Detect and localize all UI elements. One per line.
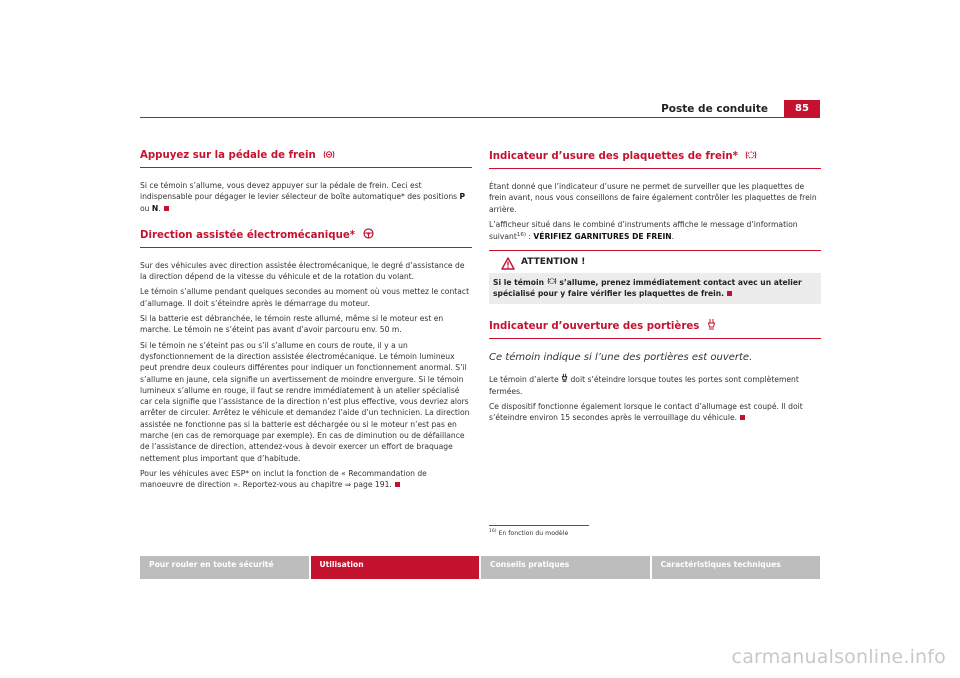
section-doors xyxy=(489,318,821,423)
brake-pedal-heading xyxy=(140,150,472,168)
steering-paragraph-3: Si la batterie est débranchée, le témoin reste allumé, même si le moteur est en marche. Le témoin ne s’éteint pas avant d’avoir parcouru env. 50 m. xyxy=(140,314,444,335)
page-title: Poste de conduite xyxy=(661,103,768,115)
brake-pad-icon xyxy=(547,278,557,287)
doors-title: Indicateur d’ouverture des portières xyxy=(489,321,700,333)
steering-paragraph-4: Si le témoin ne s’éteint pas ou s’il s’allume en cours de route, il y a un dysfonctionnement de la direction assistée électromécanique. Le témoin lumineux peut prendre deux couleurs différentes pour indiquer un fonctionnement anormal. S’il s’allume en jaune, cela signifie un avertissement de moindre envergure. Si le témoin lumineux s’allume en rouge, il faut se rendre immédiatement à un atelier spécialisé car cela signifie que l’assistance de la direction n’est plus effective, vous devriez alors arrêter de circuler. Arrêtez le véhicule et demandez l’aide d’un technicien. La direction assistée ne fonctionne pas si la batterie est déchargée ou si le moteur n’est pas en marche (en cas de remorquage par exemple). En cas de diminution ou de défaillance de l’assistance de direction, attendez-vous à devoir exercer un effort de braquage nettement plus important que d’habitude. xyxy=(140,340,470,463)
header-rule xyxy=(140,117,820,118)
watermark: carmanualsonline.info xyxy=(731,646,946,668)
steering-paragraph-2: Le témoin s’allume pendant quelques secondes au moment où vous mettez le contact d’allumage. Il doit s’éteindre après le démarrage du moteur. xyxy=(140,287,470,308)
doors-paragraph-1: Le témoin d’alerte doit s’éteindre lorsque toutes les portes sont complètement fermées. xyxy=(489,375,799,396)
display-message: VÉRIFIEZ GARNITURES DE FREIN xyxy=(533,232,672,242)
doors-lead: Ce témoin indique si l’une des portières est ouverte. xyxy=(489,352,753,364)
steering-title: Direction assistée électromécanique* xyxy=(140,229,356,241)
warning-triangle-icon xyxy=(501,255,515,274)
open-door-icon xyxy=(707,318,716,333)
footnote: $^{16)}$ En fonction du modèle xyxy=(489,529,569,537)
page-header xyxy=(140,100,820,118)
brake-pads-paragraph-1: Étant donné que l’indicateur d’usure ne permet de surveiller que les plaquettes de frein avant, nous vous conseillons de faire également contrôler les plaquettes de frein arrière. xyxy=(489,182,817,214)
section-brake-pads xyxy=(489,150,821,304)
steering-paragraph-5 xyxy=(140,468,472,491)
page-number: 85 xyxy=(784,100,820,117)
right-column xyxy=(489,150,821,438)
brake-pedal-icon xyxy=(323,150,335,162)
attention-title: ATTENTION ! xyxy=(521,257,586,268)
end-mark xyxy=(164,206,169,211)
attention-header xyxy=(489,251,821,273)
footnote-rule xyxy=(489,525,589,526)
brake-pedal-title: Appuyez sur la pédale de frein xyxy=(140,150,316,161)
end-mark xyxy=(727,291,732,296)
end-mark xyxy=(395,482,400,487)
brake-pads-paragraph-2: L’afficheur situé dans le combiné d’instruments affiche le message d’information suivant$^{16)}$ : VÉRIFIEZ GARNITURES DE FREIN. xyxy=(489,219,798,242)
attention-text: Si le témoin s’allume, prenez immédiatement contact avec un atelier spécialisé pour y faire vérifier les plaquettes de frein. xyxy=(493,278,802,299)
steering-paragraph-1: Sur des véhicules avec direction assistée électromécanique, le degré d’assistance de la direction dépend de la vitesse du véhicule et de la rotation du volant. xyxy=(140,260,465,282)
nav-tab-utilisation[interactable]: Utilisation xyxy=(311,556,480,579)
brake-pads-title: Indicateur d’usure des plaquettes de frein* xyxy=(489,151,738,162)
steering-heading xyxy=(140,228,472,248)
end-mark xyxy=(740,415,745,420)
nav-tab-safety[interactable]: Pour rouler en toute sécurité xyxy=(140,556,309,579)
brake-pad-icon xyxy=(745,150,757,163)
left-column xyxy=(140,150,472,505)
section-steering xyxy=(140,228,472,491)
section-brake-pedal xyxy=(140,150,472,214)
brake-pedal-text: Si ce témoin s’allume, vous devez appuyer sur la pédale de frein. Ceci est indispensable pour dégager le levier sélecteur de boîte automatique* des positions P ou N. xyxy=(140,181,466,213)
steering-wheel-icon xyxy=(363,228,374,242)
doors-heading xyxy=(489,318,821,339)
doors-paragraph-2: Ce dispositif fonctionne également lorsque le contact d’allumage est coupé. Il doit s’éteindre environ 15 secondes après le verrouillage du véhicule. xyxy=(489,402,803,423)
nav-tab-practical-tips[interactable]: Conseils pratiques xyxy=(481,556,650,579)
chapter-navbar xyxy=(140,556,820,579)
nav-tab-technical-specs[interactable]: Caractéristiques techniques xyxy=(652,556,821,579)
footnote-marker: 16) xyxy=(516,232,526,239)
brake-pads-heading xyxy=(489,150,821,169)
page-reference-link[interactable]: Pour les véhicules avec ESP* on inclut la fonction de « Recommandation de manoeuvre de direction ». Reportez-vous au chapitre ⇒ page 191. xyxy=(140,468,427,490)
attention-box xyxy=(489,250,821,304)
